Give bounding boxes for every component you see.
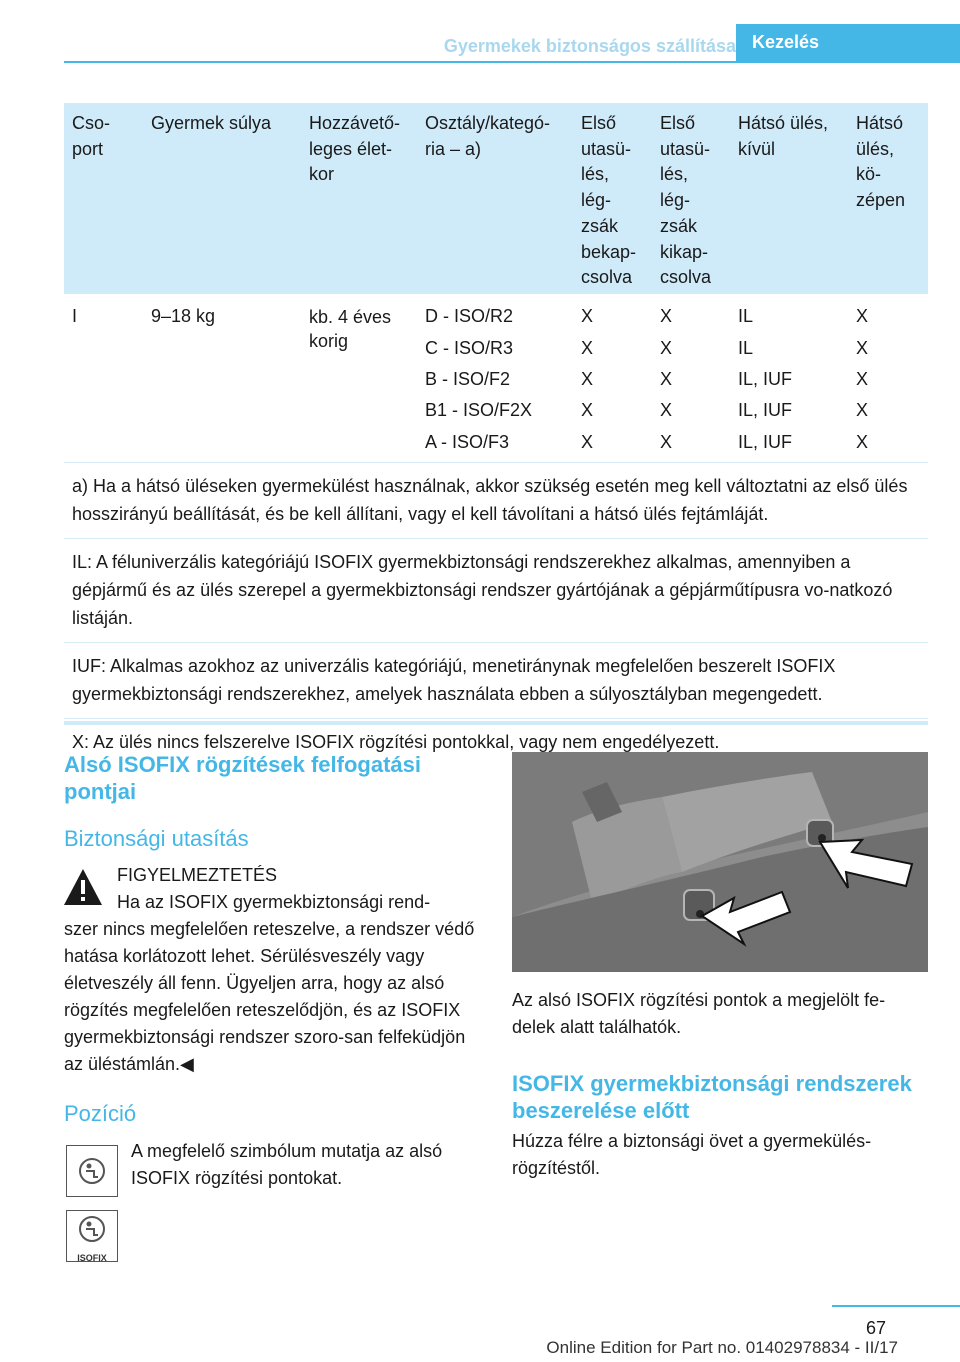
seat-anchor-photo bbox=[512, 752, 928, 972]
th-weight: Gyermek súlya bbox=[151, 113, 272, 133]
table-row bbox=[64, 337, 928, 367]
section-heading: Alsó ISOFIX rögzítések felfogatási pontjai bbox=[64, 752, 421, 804]
th-group: Cso- port bbox=[72, 113, 111, 159]
chapter-tab[interactable]: Kezelés bbox=[736, 24, 960, 61]
th-rear-outer: Hátsó ülés, kívül bbox=[738, 113, 829, 159]
cell-rear-outer: IL, IUF bbox=[738, 432, 793, 452]
warning-icon bbox=[62, 867, 104, 907]
table-header bbox=[64, 103, 928, 294]
cell-age: kb. 4 éves korig bbox=[309, 307, 392, 351]
th-class: Osztály/kategó- ria – a) bbox=[425, 113, 551, 159]
cell-front-off: X bbox=[660, 400, 673, 420]
cell-front-on: X bbox=[581, 306, 594, 326]
table-footnote: a) Ha a hátsó üléseken gyermekülést használnak, akkor szükség esetén meg kell változtatni az első ülés hosszirányú beállítását, és be kell állítani, vagy el kell távolítani a hátsó ülés fejtámláját. bbox=[64, 463, 928, 539]
subheading-position: Pozíció bbox=[64, 1101, 137, 1126]
cell-rear-center: X bbox=[856, 369, 869, 389]
table-footnote: IUF: Alkalmas azokhoz az univerzális kategóriájú, menetiránynak megfelelően beszerelt ISOFIX gyermekbiztonsági rendszerekhez, amelyek használata ebben a súlyosztályban megengedett. bbox=[64, 643, 928, 719]
cell-class: B - ISO/F2 bbox=[425, 369, 511, 389]
subheading-safety: Biztonsági utasítás bbox=[64, 826, 249, 851]
child-seat-icon bbox=[67, 1146, 117, 1196]
table-row bbox=[64, 399, 928, 429]
cell-front-off: X bbox=[660, 369, 673, 389]
isofix-label-symbol bbox=[66, 1210, 118, 1262]
table-footnote: IL: A féluniverzális kategóriájú ISOFIX gyermekbiztonsági rendszerekhez alkalmas, amennyiben a gépjármű és az ülés szerepel a gyermekbiztonsági rendszer gyártójának a gépjárműtípusra vo-natkozó listáján. bbox=[64, 539, 928, 643]
table-row bbox=[64, 368, 928, 398]
cell-front-on: X bbox=[581, 400, 594, 420]
photo-caption: Az alsó ISOFIX rögzítési pontok a megjelölt fe-delek alatt találhatók. bbox=[512, 990, 886, 1037]
cell-rear-center: X bbox=[856, 400, 869, 420]
section-title: Gyermekek biztonságos szállítása bbox=[443, 36, 736, 56]
cell-group: I bbox=[72, 306, 78, 326]
table-body bbox=[64, 294, 928, 463]
page-number: 67 bbox=[865, 1318, 886, 1338]
cell-rear-center: X bbox=[856, 338, 869, 358]
cell-rear-center: X bbox=[856, 432, 869, 452]
edition-footer: Online Edition for Part no. 01402978834 - II/17 bbox=[546, 1338, 898, 1357]
header-rule bbox=[64, 61, 960, 63]
cell-weight: 9–18 kg bbox=[151, 306, 216, 326]
cell-rear-outer: IL bbox=[738, 306, 754, 326]
cell-class: D - ISO/R2 bbox=[425, 306, 514, 326]
cell-front-on: X bbox=[581, 338, 594, 358]
warning-first-line: Ha az ISOFIX gyermekbiztonsági rend- bbox=[117, 892, 431, 912]
th-rear-center: Hátsó ülés, kö- zépen bbox=[856, 113, 906, 211]
warning-label: FIGYELMEZTETÉS bbox=[117, 865, 278, 885]
cell-class: C - ISO/R3 bbox=[425, 338, 514, 358]
cell-front-on: X bbox=[581, 432, 594, 452]
cell-front-off: X bbox=[660, 338, 673, 358]
cell-front-on: X bbox=[581, 369, 594, 389]
position-text: A megfelelő szimbólum mutatja az alsó ISOFIX rögzítési pontokat. bbox=[131, 1141, 443, 1188]
cell-rear-outer: IL, IUF bbox=[738, 369, 793, 389]
cell-rear-outer: IL bbox=[738, 338, 754, 358]
cell-front-off: X bbox=[660, 432, 673, 452]
section-heading: ISOFIX gyermekbiztonsági rendszerek beszerelése előtt bbox=[512, 1071, 912, 1123]
cell-front-off: X bbox=[660, 306, 673, 326]
table-row bbox=[64, 431, 928, 461]
cell-class: B1 - ISO/F2X bbox=[425, 400, 533, 420]
install-text: Húzza félre a biztonsági övet a gyermekülés-rögzítéstől. bbox=[512, 1131, 872, 1178]
footer-rule bbox=[832, 1305, 960, 1307]
th-front-airbag-on: Első utasü- lés, lég- zsák bekap- csolva bbox=[581, 113, 637, 288]
isofix-symbol-label: ISOFIX bbox=[77, 1253, 107, 1263]
th-age: Hozzávető- leges élet- kor bbox=[309, 113, 401, 185]
table-row bbox=[64, 305, 928, 335]
table-end-rule bbox=[64, 721, 928, 725]
cell-rear-center: X bbox=[856, 306, 869, 326]
table-footnote: X: Az ülés nincs felszerelve ISOFIX rögzítési pontokkal, vagy nem engedélyezett. bbox=[72, 732, 720, 752]
warning-text: szer nincs megfelelően reteszelve, a rendszer védő hatása korlátozott lehet. Sérülésveszély vagy életveszély áll fenn. Ügyeljen arra, hogy az alsó rögzítés megfelelően reteszelődjön, és az ISOFIX gyermekbiztonsági rendszer szoro-san felfeküdjön az üléstámlán.◀ bbox=[64, 919, 475, 1074]
child-seat-icon bbox=[67, 1211, 117, 1247]
isofix-table bbox=[64, 103, 928, 766]
isofix-seat-symbol bbox=[66, 1145, 118, 1197]
th-front-airbag-off: Első utasü- lés, lég- zsák kikap- csolva bbox=[660, 113, 712, 288]
cell-rear-outer: IL, IUF bbox=[738, 400, 793, 420]
cell-class: A - ISO/F3 bbox=[425, 432, 510, 452]
